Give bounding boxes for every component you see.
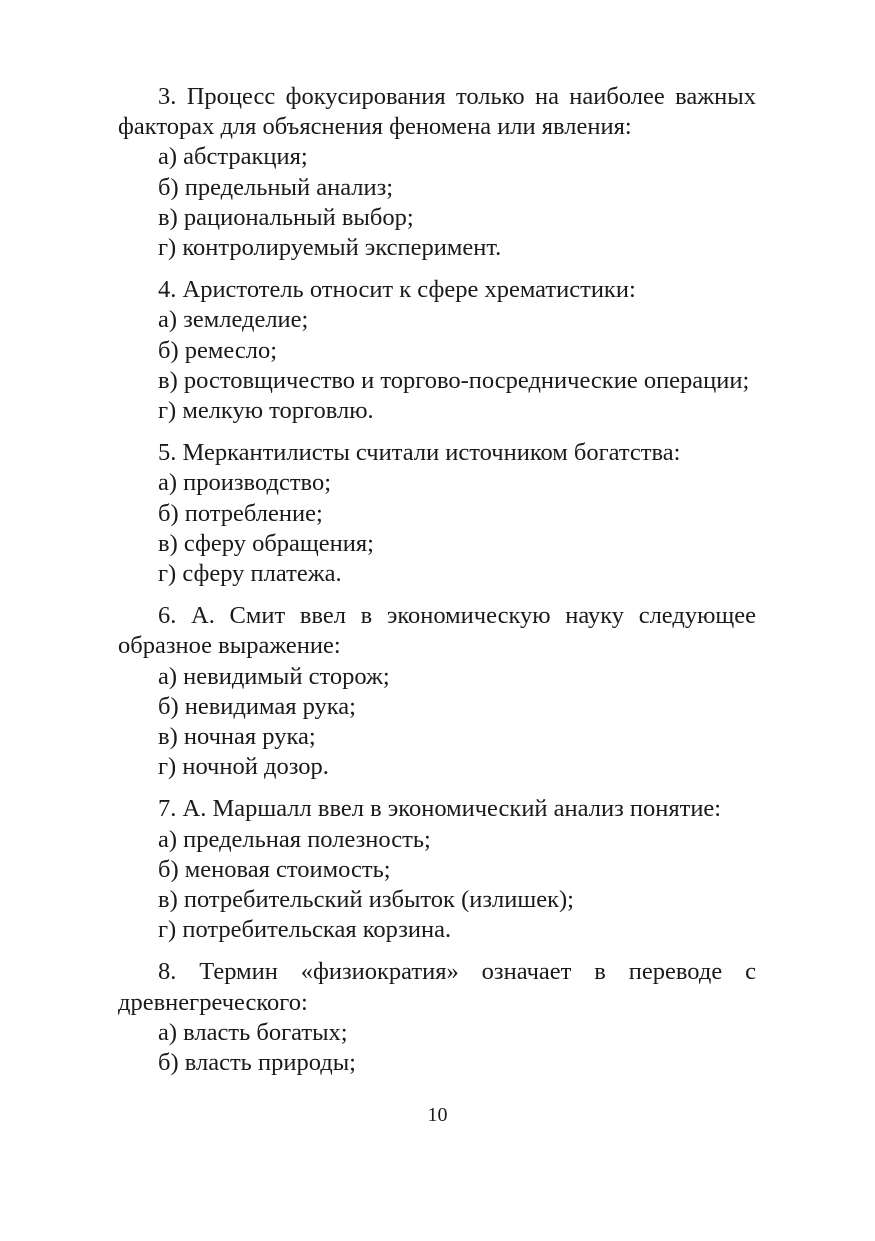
answer-option: г) сферу платежа. bbox=[158, 560, 342, 588]
answer-option: б) потребление; bbox=[158, 499, 323, 527]
question-text: 5. Меркантилисты считали источником богатства: bbox=[158, 439, 681, 467]
answer-option: а) невидимый сторож; bbox=[158, 662, 390, 690]
answer-option: б) невидимая рука; bbox=[158, 692, 356, 720]
answer-option: б) меновая стоимость; bbox=[158, 855, 391, 883]
answer-option: а) предельная полезность; bbox=[158, 825, 431, 853]
question-7 bbox=[118, 794, 756, 945]
answer-option: б) предельный анализ; bbox=[158, 173, 394, 201]
page-number: 10 bbox=[427, 1104, 448, 1126]
question-3 bbox=[118, 82, 756, 263]
answer-option: а) земледелие; bbox=[158, 306, 309, 334]
question-4 bbox=[118, 275, 756, 426]
answer-option: г) ночной дозор. bbox=[158, 753, 329, 781]
answer-option: г) контролируемый эксперимент. bbox=[158, 234, 502, 262]
answer-option: а) производство; bbox=[158, 469, 332, 497]
answer-option: в) сферу обращения; bbox=[158, 529, 374, 557]
answer-option: г) мелкую торговлю. bbox=[158, 397, 374, 425]
question-text: 4. Аристотель относит к сфере хрематистики: bbox=[158, 276, 636, 304]
answer-option: г) потребительская корзина. bbox=[158, 916, 452, 944]
question-text: 3. Процесс фокусирования только на наиболее важных факторах для объяснения феномена или явления: bbox=[118, 83, 756, 141]
answer-option: в) потребительский избыток (излишек); bbox=[158, 886, 574, 914]
answer-option: в) ростовщичество и торгово-посреднические операции; bbox=[158, 366, 750, 394]
question-text: 7. А. Маршалл ввел в экономический анализ понятие: bbox=[158, 795, 722, 823]
question-5 bbox=[118, 438, 756, 589]
question-text: 6. А. Смит ввел в экономическую науку следующее образное выражение: bbox=[118, 602, 756, 660]
question-text: 8. Термин «физиократия» означает в переводе с древнегреческого: bbox=[118, 958, 756, 1016]
answer-option: б) ремесло; bbox=[158, 336, 278, 364]
question-8 bbox=[118, 957, 756, 1078]
question-list bbox=[118, 82, 756, 1090]
question-6 bbox=[118, 601, 756, 782]
answer-option: в) рациональный выбор; bbox=[158, 203, 414, 231]
answer-option: а) абстракция; bbox=[158, 143, 308, 171]
answer-option: а) власть богатых; bbox=[158, 1018, 348, 1046]
answer-option: б) власть природы; bbox=[158, 1049, 356, 1077]
answer-option: в) ночная рука; bbox=[158, 723, 316, 751]
